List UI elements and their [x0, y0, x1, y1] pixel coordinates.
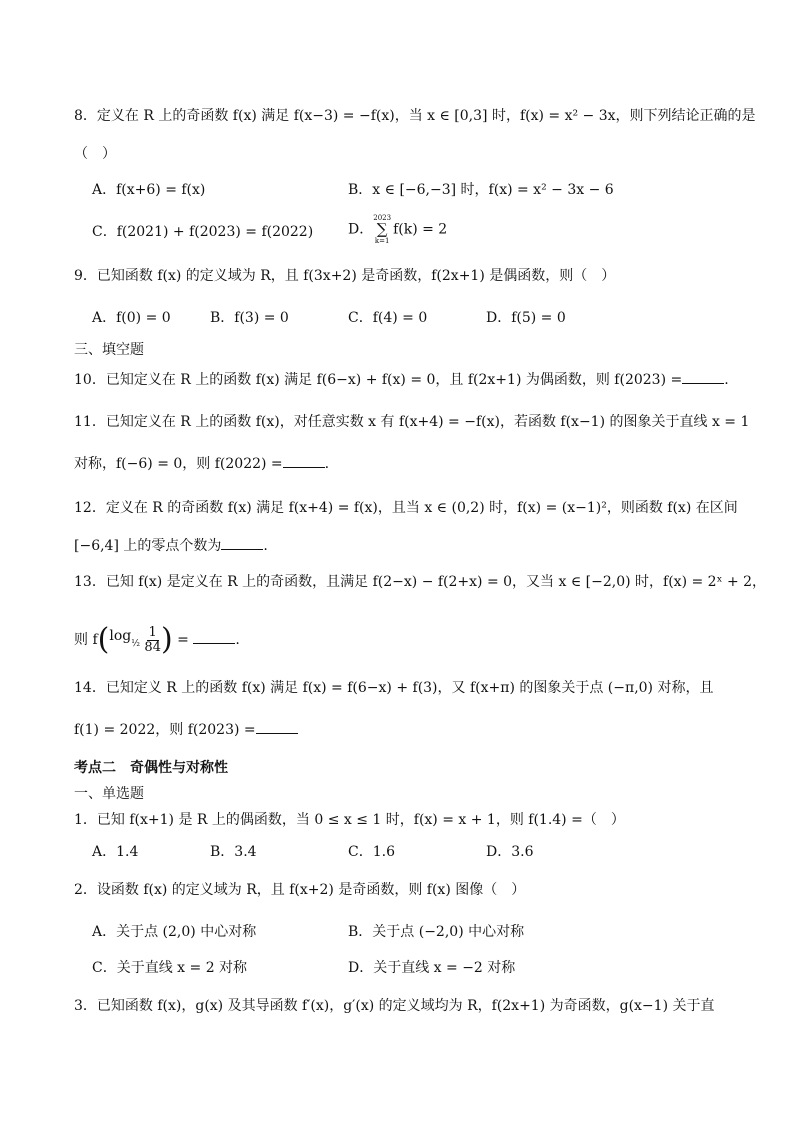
summation-symbol — [373, 214, 391, 245]
p2-option-c: C．关于直线 x = 2 对称 — [92, 960, 248, 976]
q10-end: . — [724, 372, 729, 388]
q10-stem: 10．已知定义在 R 上的函数 f(x) 满足 f(6−x) + f(x) = 0，且 f(2x+1) 为偶函数，则 f(2023) = — [74, 372, 683, 388]
right-paren: ) — [160, 622, 173, 657]
log-base: ½ — [131, 639, 140, 649]
p1-option-b: B．3.4 — [210, 844, 257, 860]
p3-stem: 3．已知函数 f(x)，g(x) 及其导函数 f′(x)，g′(x) 的定义域均为 R，f(2x+1) 为奇函数，g(x−1) 关于直 — [74, 998, 715, 1014]
answer-blank — [283, 455, 325, 468]
q9-option-b: B．f(3) = 0 — [210, 310, 289, 326]
q12-line2 — [74, 536, 268, 556]
p2-option-d: D．关于直线 x = −2 对称 — [348, 960, 516, 976]
q14-line2 — [74, 720, 298, 740]
q13-end: . — [235, 632, 240, 648]
fraction-denominator: 84 — [144, 640, 161, 655]
q13-line2-suffix: = — [177, 632, 189, 648]
q8-paren: （ ） — [74, 146, 116, 162]
q8-option-d-prefix: D． — [348, 221, 374, 238]
p2-option-b: B．关于点 (−2,0) 中心对称 — [348, 924, 525, 940]
answer-blank — [682, 371, 724, 384]
p1-option-a: A．1.4 — [92, 844, 139, 860]
q9-option-c: C．f(4) = 0 — [348, 310, 428, 326]
q11-end: . — [324, 456, 330, 472]
q11-line1: 11．已知定义在 R 上的函数 f(x)，对任意实数 x 有 f(x+4) = −f(x)，若函数 f(x−1) 的图象关于直线 x = 1 — [74, 414, 750, 430]
answer-blank — [193, 631, 235, 644]
q8-option-b: B．x ∈ [−6,−3] 时，f(x) = x² − 3x − 6 — [348, 182, 614, 198]
section-heading-fill-in: 三、填空题 — [74, 342, 144, 358]
kaodian-heading: 考点二 奇偶性与对称性 — [74, 760, 228, 776]
q14-line2-text: f(1) = 2022，则 f(2023) = — [74, 722, 256, 738]
left-paren: ( — [97, 622, 110, 657]
answer-blank — [221, 537, 263, 550]
q8-stem: 8．定义在 R 上的奇函数 f(x) 满足 f(x−3) = −f(x)，当 x ∈ [0,3] 时，f(x) = x² − 3x，则下列结论正确的是 — [74, 108, 756, 124]
log-expression — [109, 614, 140, 666]
section-heading-single-choice: 一、单选题 — [74, 786, 144, 802]
q12-end: . — [263, 538, 268, 554]
q8-option-a: A．f(x+6) = f(x) — [92, 182, 206, 198]
q9-option-d: D．f(5) = 0 — [486, 310, 566, 326]
q9-option-a: A．f(0) = 0 — [92, 310, 171, 326]
sum-upper: 2023 — [373, 214, 392, 222]
q13-line2-prefix: 则 f — [74, 632, 98, 648]
sigma-icon: ∑ — [376, 220, 388, 238]
q8-option-d-suffix: f(k) = 2 — [393, 221, 448, 238]
q11-line2-text: 对称，f(−6) = 0，则 f(2022) = — [74, 456, 283, 472]
fraction — [144, 625, 161, 655]
q14-line1: 14．已知定义 R 上的函数 f(x) 满足 f(x) = f(6−x) + f(3)，又 f(x+π) 的图象关于点 (−π,0) 对称，且 — [74, 680, 714, 696]
fraction-numerator: 1 — [148, 625, 157, 640]
p1-option-d: D．3.6 — [486, 844, 534, 860]
log-word: log — [109, 628, 132, 644]
answer-blank — [256, 721, 298, 734]
q12-line2-text: [−6,4] 上的零点个数为 — [74, 538, 222, 554]
q8-option-d — [348, 214, 447, 245]
q8-option-c: C．f(2021) + f(2023) = f(2022) — [92, 224, 314, 240]
p2-stem: 2．设函数 f(x) 的定义域为 R，且 f(x+2) 是奇函数，则 f(x) 图像（ ） — [74, 882, 526, 898]
p1-stem: 1．已知 f(x+1) 是 R 上的偶函数，当 0 ≤ x ≤ 1 时，f(x) = x + 1，则 f(1.4) =（ ） — [74, 812, 625, 828]
sum-lower: k=1 — [374, 237, 390, 245]
q9-stem: 9．已知函数 f(x) 的定义域为 R，且 f(3x+2) 是奇函数，f(2x+1) 是偶函数，则（ ） — [74, 268, 616, 284]
q11-line2 — [74, 454, 329, 474]
q12-line1: 12．定义在 R 的奇函数 f(x) 满足 f(x+4) = f(x)，且当 x ∈ (0,2) 时，f(x) = (x−1)²，则函数 f(x) 在区间 — [74, 500, 738, 516]
q13-line1: 13．已知 f(x) 是定义在 R 上的奇函数，且满足 f(2−x) − f(2+x) = 0，又当 x ∈ [−2,0) 时，f(x) = 2ˣ + 2， — [74, 574, 767, 590]
p1-option-c: C．1.6 — [348, 844, 395, 860]
q10-line — [74, 370, 729, 390]
q13-line2 — [74, 614, 240, 666]
p2-option-a: A．关于点 (2,0) 中心对称 — [92, 924, 257, 940]
